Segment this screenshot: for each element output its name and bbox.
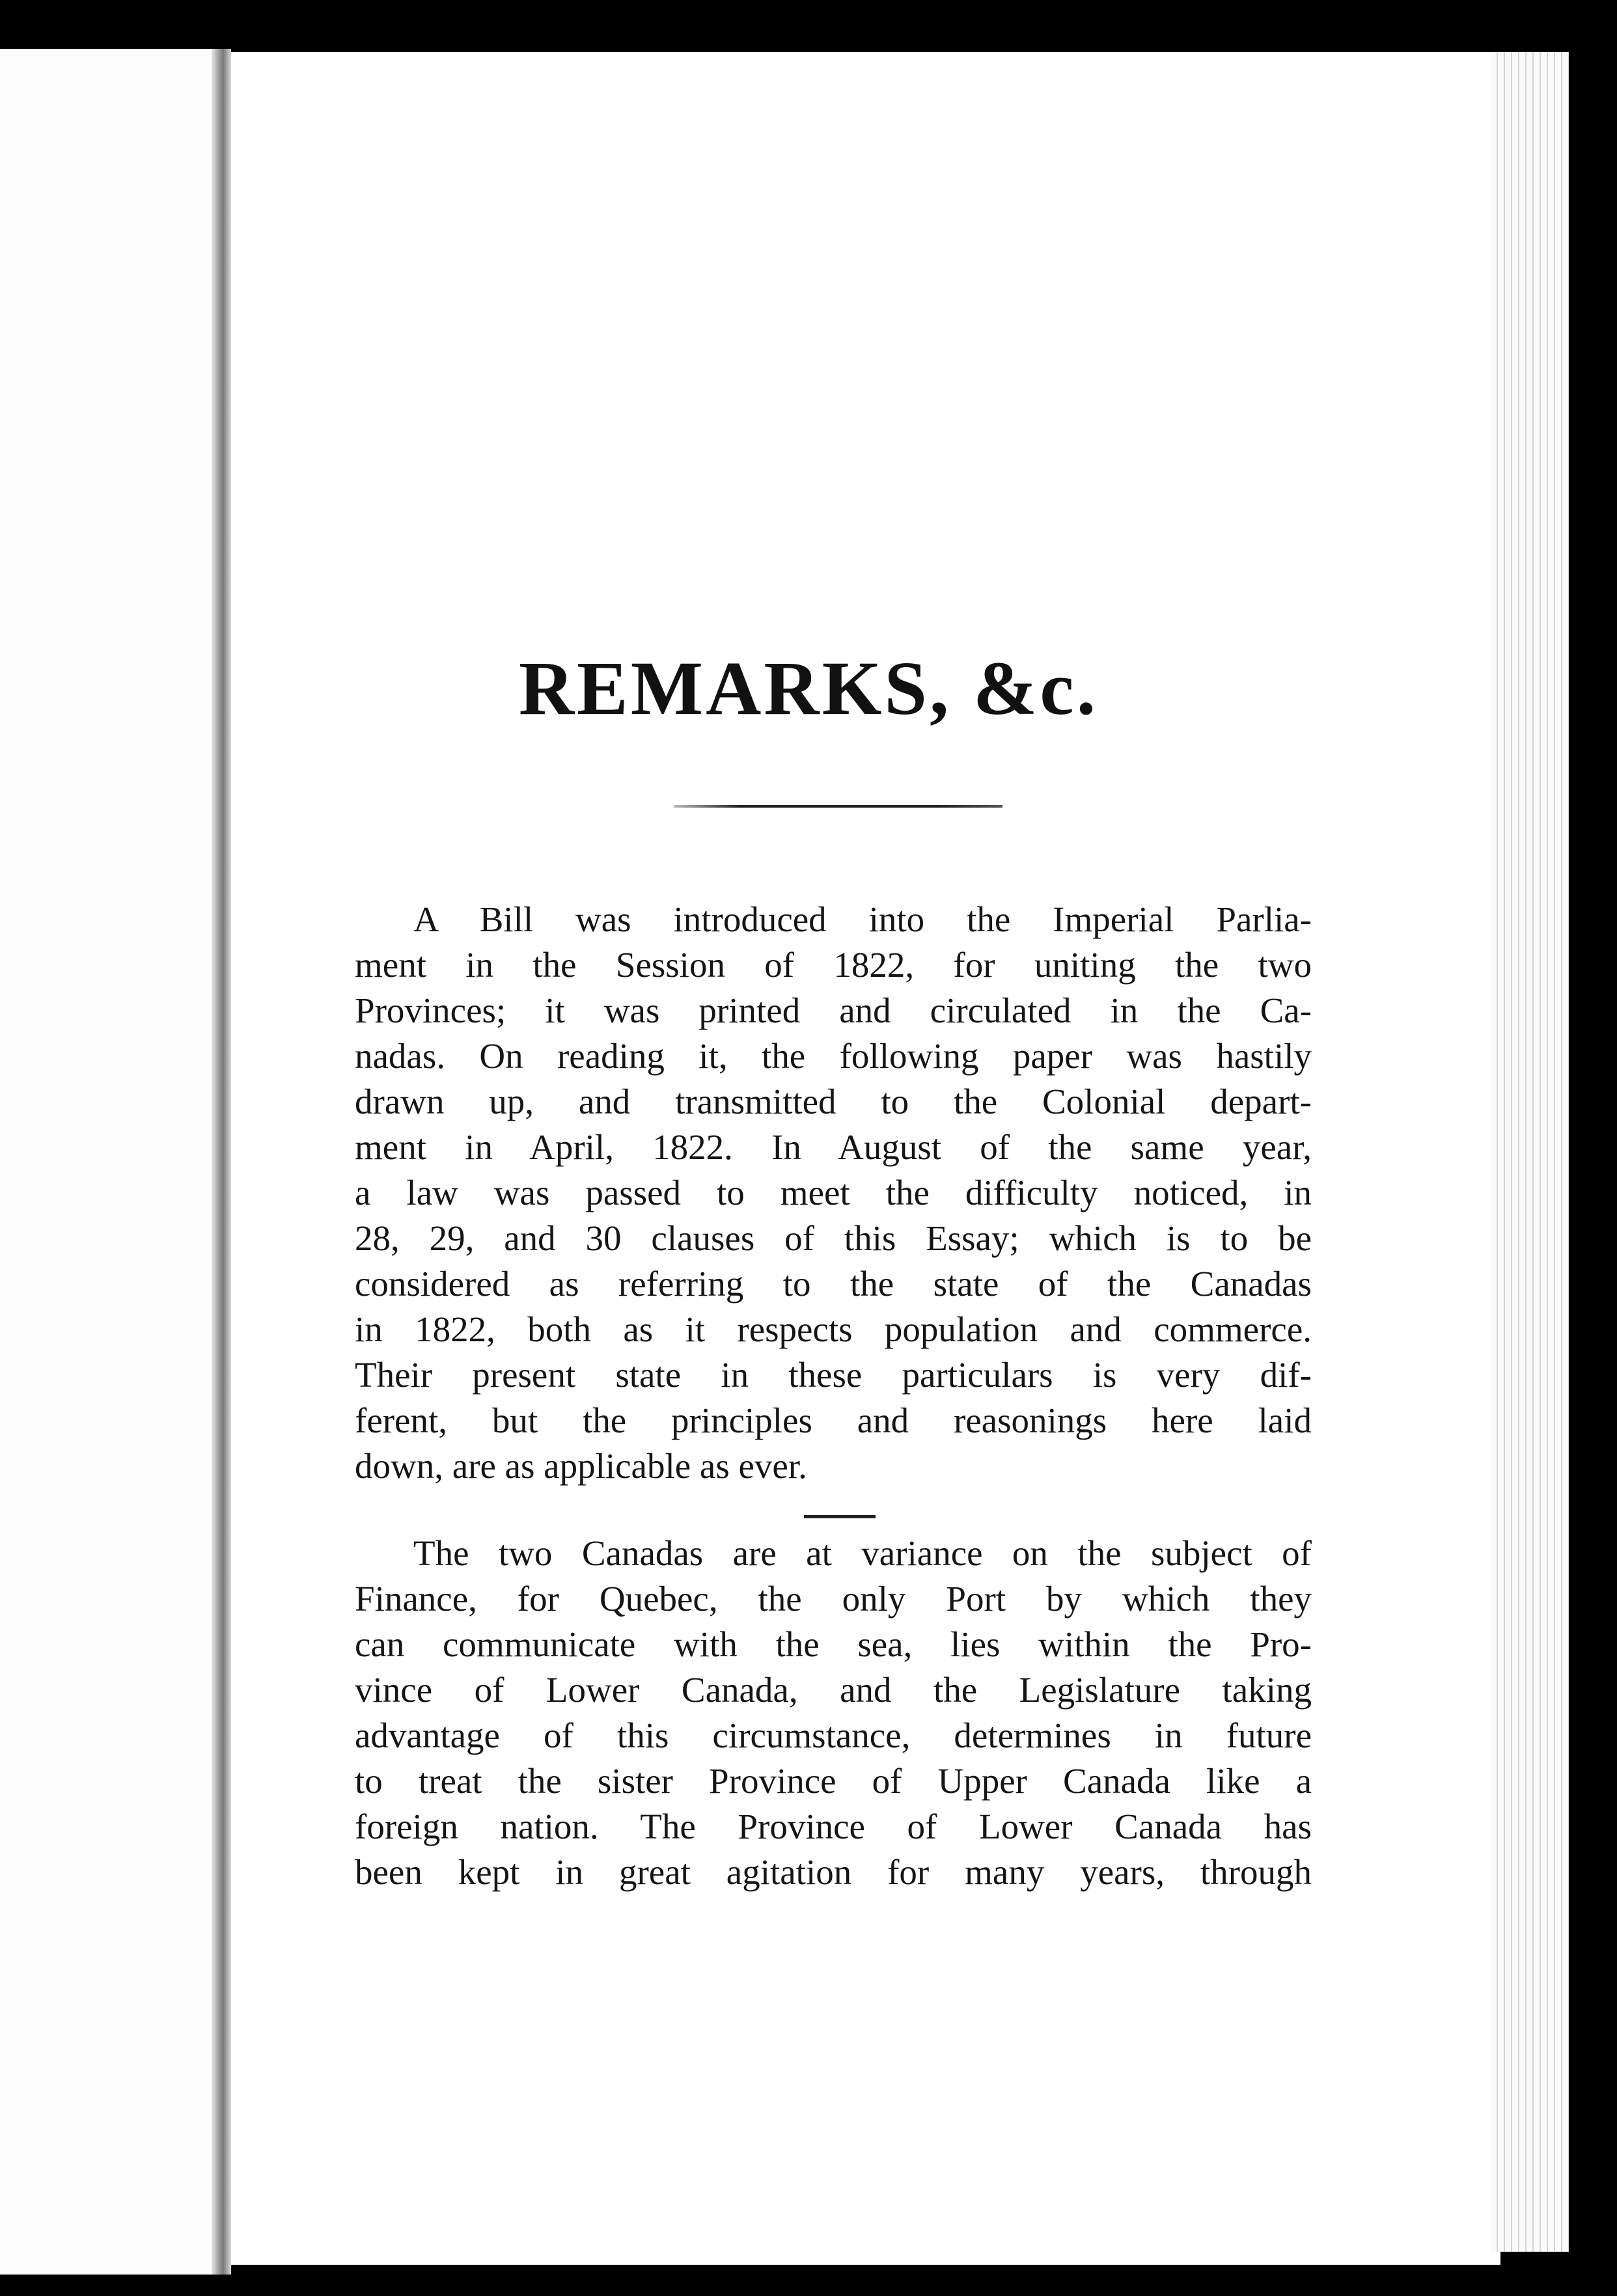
paragraph-1 (355, 897, 1312, 1489)
paragraph-2 (355, 1531, 1312, 1895)
text-line: Their present state in these particulars is very dif- (355, 1355, 1312, 1395)
text-line: nadas. On reading it, the following paper was hastily (355, 1036, 1312, 1076)
page-title: REMARKS, &c. (518, 646, 1099, 731)
text-line: Provinces; it was printed and circulated in the Ca- (355, 991, 1312, 1030)
text-line: been kept in great agitation for many years, through (355, 1852, 1312, 1892)
text-line: considered as referring to the state of the Canadas (355, 1264, 1312, 1304)
text-line: ment in the Session of 1822, for uniting the two (355, 945, 1312, 985)
text-line: 28, 29, and 30 clauses of this Essay; which is to be (355, 1218, 1312, 1258)
text-line: in 1822, both as it respects population and commerce. (355, 1309, 1312, 1349)
text-line: The two Canadas are at variance on the subject of (413, 1533, 1312, 1573)
text-line: to treat the sister Province of Upper Canada like a (355, 1761, 1312, 1801)
text-line: ferent, but the principles and reasonings here laid (355, 1401, 1312, 1440)
text-line: drawn up, and transmitted to the Colonial depart- (355, 1082, 1312, 1121)
text-line: a law was passed to meet the difficulty noticed, in (355, 1173, 1312, 1212)
text-line: foreign nation. The Province of Lower Canada has (355, 1807, 1312, 1846)
page-edges (1491, 52, 1569, 2252)
text-line: vince of Lower Canada, and the Legislature taking (355, 1670, 1312, 1710)
facing-page-edge (0, 49, 215, 2275)
text-line: down, are as applicable as ever. (355, 1446, 807, 1486)
book-gutter (212, 49, 231, 2275)
text-line: advantage of this circumstance, determines in future (355, 1715, 1312, 1755)
title-divider (674, 805, 1002, 808)
text-line: ment in April, 1822. In August of the same year, (355, 1127, 1312, 1167)
section-divider (804, 1515, 876, 1518)
text-line: can communicate with the sea, lies within the Pro- (355, 1624, 1312, 1664)
text-line: A Bill was introduced into the Imperial Parlia- (413, 899, 1312, 939)
text-line: Finance, for Quebec, the only Port by which they (355, 1579, 1312, 1619)
